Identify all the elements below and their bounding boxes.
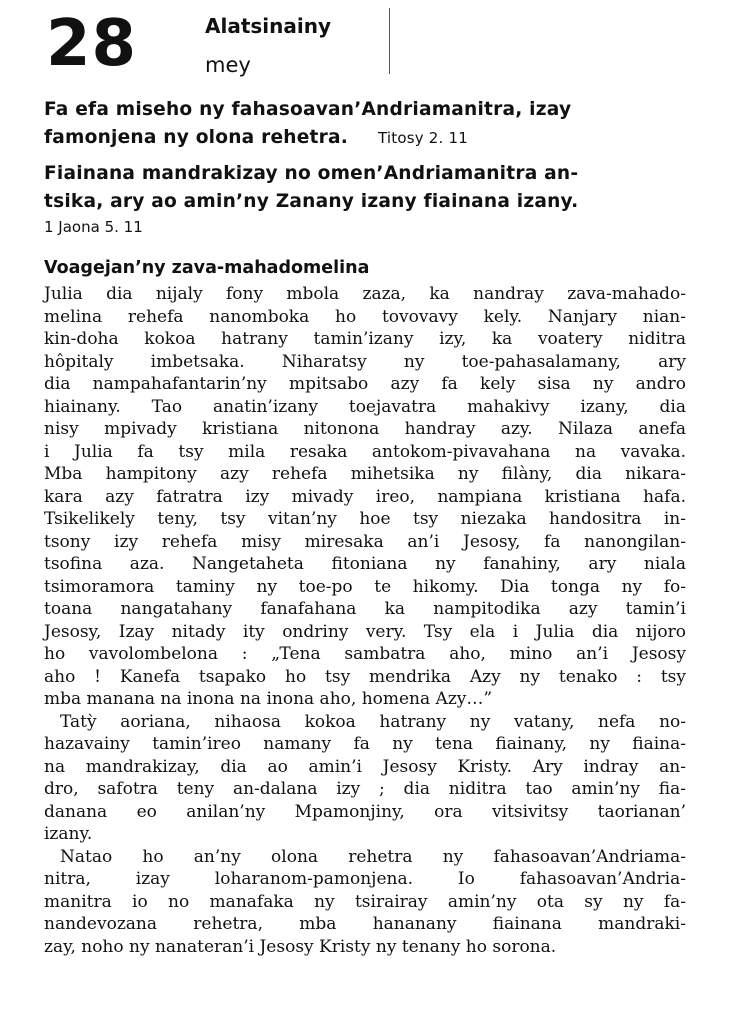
article-line: Julia dia nijaly fony mbola zaza, ka nandray zava-mahado- bbox=[44, 284, 686, 304]
header-divider bbox=[389, 8, 390, 74]
month-label: mey bbox=[205, 53, 251, 77]
article-line: nitra, izay loharanom-pamonjena. Io fahasoavan’Andria- bbox=[44, 869, 686, 889]
article-body bbox=[44, 283, 686, 958]
article-line: melina rehefa nanomboka ho tovovavy kely. Nanjary nian- bbox=[44, 306, 686, 327]
verse-1-line-2 bbox=[44, 124, 684, 152]
article-line: i Julia fa tsy mila resaka antokom-pivavahana na vavaka. bbox=[44, 441, 686, 462]
weekday-label: Alatsinainy bbox=[205, 14, 332, 38]
verse-1-line-1: Fa efa miseho ny fahasoavan’Andriamanitra, izay bbox=[44, 99, 572, 120]
article-line: Mba hampitony azy rehefa mihetsika ny filàny, dia nikara- bbox=[44, 464, 686, 484]
article-line: toana nangatahany fanafahana ka nampitodika azy tamin’i bbox=[44, 599, 686, 619]
article-line: dro, safotra teny an-dalana izy ; dia niditra tao amin’ny fia- bbox=[44, 779, 686, 799]
article-line: kin-doha kokoa hatrany tamin’izany izy, ka voatery niditra bbox=[44, 329, 686, 349]
article-line: hôpitaly imbetsaka. Niharatsy ny toe-pahasalamany, ary bbox=[44, 351, 686, 372]
article-line: ho vavolombelona : „Tena sambatra aho, mino an’i Jesosy bbox=[44, 644, 686, 664]
verse-2 bbox=[44, 160, 684, 216]
article-line: izany. bbox=[44, 824, 93, 844]
article-line: Tsikelikely teny, tsy vitan’ny hoe tsy niezaka handositra in- bbox=[44, 509, 686, 529]
article-line: nisy mpivady kristiana nitonona handray azy. Nilaza anefa bbox=[44, 419, 686, 439]
article-line: tsimoramora taminy ny toe-po te hikomy. Dia tonga ny fo- bbox=[44, 576, 686, 597]
verse-1 bbox=[44, 96, 684, 152]
article-title: Voagejan’ny zava-mahadomelina bbox=[44, 258, 370, 278]
article-line: aho ! Kanefa tsapako ho tsy mendrika Azy ny tenako : tsy bbox=[44, 666, 686, 687]
verse-1-line-2-text: famonjena ny olona rehetra. bbox=[44, 127, 348, 148]
article-line: mba manana na inona na inona aho, homena Azy…” bbox=[44, 689, 493, 709]
article-line: tsony izy rehefa misy miresaka an’i Jesosy, fa nanongilan- bbox=[44, 531, 686, 552]
article-line: zay, noho ny nanateran’i Jesosy Kristy ny tenany ho sorona. bbox=[44, 936, 557, 957]
article-line: hazavainy tamin’ireo namany fa ny tena fiainany, ny fiaina- bbox=[44, 734, 686, 754]
article-line: Natao ho an’ny olona rehetra ny fahasoavan’Andriama- bbox=[60, 846, 686, 867]
verse-2-line-2: tsika, ary ao amin’ny Zanany izany fiainana izany. bbox=[44, 191, 579, 212]
article-line: tsofina aza. Nangetaheta fitoniana ny fanahiny, ary niala bbox=[44, 554, 686, 574]
article-line: nandevozana rehetra, mba hananany fiainana mandraki- bbox=[44, 914, 686, 934]
verse-2-line-1: Fiainana mandrakizay no omen’Andriamanitra an- bbox=[44, 163, 579, 184]
day-number: 28 bbox=[46, 7, 138, 81]
article-line: kara azy fatratra izy mivady ireo, nampiana kristiana hafa. bbox=[44, 486, 686, 507]
article-line: Jesosy, Izay nitady ity ondriny very. Tsy ela i Julia dia nijoro bbox=[44, 621, 686, 642]
article-line: hiainany. Tao anatin’izany toejavatra mahakivy izany, dia bbox=[44, 396, 686, 417]
verse-1-reference: Titosy 2. 11 bbox=[377, 129, 468, 147]
verse-2-reference: 1 Jaona 5. 11 bbox=[44, 218, 143, 236]
article-line: na mandrakizay, dia ao amin’i Jesosy Kristy. Ary indray an- bbox=[44, 756, 686, 777]
article-line: danana eo anilan’ny Mpamonjiny, ora vitsivitsy taorianan’ bbox=[44, 801, 686, 822]
article-line: Tatỳ aoriana, nihaosa kokoa hatrany ny vatany, nefa no- bbox=[60, 711, 686, 732]
article-line: dia nampahafantarin’ny mpitsabo azy fa kely sisa ny andro bbox=[44, 374, 686, 394]
article-line: manitra io no manafaka ny tsirairay amin’ny ota sy ny fa- bbox=[44, 891, 686, 912]
